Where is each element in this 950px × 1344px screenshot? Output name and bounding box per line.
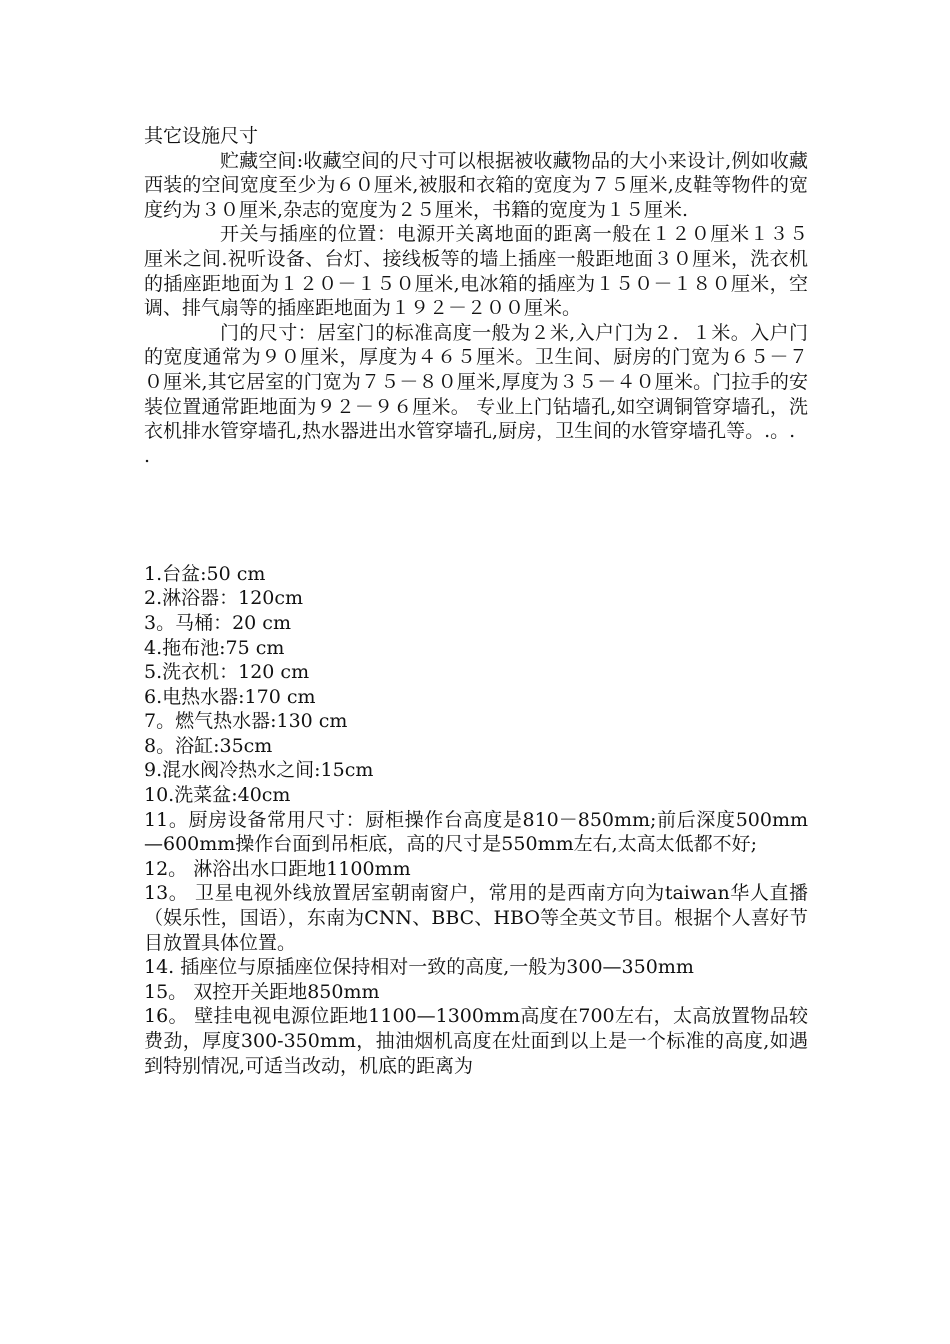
paragraph-storage: 贮藏空间:收藏空间的尺寸可以根据被收藏物品的大小来设计,例如收藏西装的空间宽度至少为６０厘米,被服和衣箱的宽度为７５厘米,皮鞋等物件的宽度约为３０厘米,杂志的宽度为２５厘米，书籍的宽度为１５厘米. [144, 149, 808, 221]
list-item: 15。 双控开关距地850mm [144, 980, 380, 1003]
paragraph-door-sizes: 门的尺寸：居室门的标准高度一般为２米,入户门为２．１米。入户门的宽度通常为９０厘米，厚度为４６５厘米。卫生间、厨房的门宽为６５－７０厘米,其它居室的门宽为７５－８０厘米,厚度为３５－４０厘米。门拉手的安装位置通常距地面为９２－９６厘米。 专业上门钻墙孔,如空调铜管穿墙孔，洗衣机排水管穿墙孔,热水器进出水管穿墙孔,厨房，卫生间的水管穿墙孔等。.。. [144, 321, 808, 443]
list-item: 3。马桶：20 cm [144, 611, 291, 634]
list-item: 6.电热水器:170 cm [144, 685, 316, 708]
list-item: 14. 插座位与原插座位保持相对一致的高度,一般为300—350mm [144, 956, 694, 979]
list-item: 8。浴缸:35cm [144, 734, 273, 757]
section-title: 其它设施尺寸 [144, 125, 259, 147]
list-item: 10.洗菜盆:40cm [144, 784, 291, 807]
list-item: 11。厨房设备常用尺寸：厨柜操作台高度是810－850mm;前后深度500mm—600mm操作台面到吊柜底，高的尺寸是550mm左右,太高太低都不好; [144, 808, 808, 856]
list-item: 13。 卫星电视外线放置居室朝南窗户，常用的是西南方向为taiwan华人直播（娱乐性，国语），东南为CNN、BBC、HBO等全英文节目。根据个人喜好节目放置具体位置。 [144, 882, 808, 954]
list-item: 2.淋浴器：120cm [144, 587, 304, 610]
list-item: 1.台盆:50 cm [144, 562, 266, 585]
list-item: 9.混水阀冷热水之间:15cm [144, 759, 374, 782]
blank-space [144, 468, 808, 562]
dimension-list [144, 562, 808, 1078]
document-page [144, 124, 808, 1078]
list-item: 4.拖布池:75 cm [144, 636, 285, 659]
list-item: 16。 壁挂电视电源位距地1100—1300mm高度在700左右，太高放置物品较费劲，厚度300-350mm，抽油烟机高度在灶面到以上是一个标准的高度,如遇到特别情况,可适当改动，机底的距离为 [144, 1005, 808, 1077]
list-item: 12。 淋浴出水口距地1100mm [144, 857, 411, 880]
list-item: 5.洗衣机：120 cm [144, 661, 310, 684]
paragraph-switches-sockets: 开关与插座的位置：电源开关离地面的距离一般在１２０厘米１３５厘米之间.祝听设备、台灯、接线板等的墙上插座一般距地面３０厘米，洗衣机的插座距地面为１２０－１５０厘米,电冰箱的插座为１５０－１８０厘米，空调、排气扇等的插座距地面为１９２－２００厘米。 [144, 223, 808, 320]
list-item: 7。燃气热水器:130 cm [144, 710, 348, 733]
separator-dot: . [144, 444, 151, 467]
